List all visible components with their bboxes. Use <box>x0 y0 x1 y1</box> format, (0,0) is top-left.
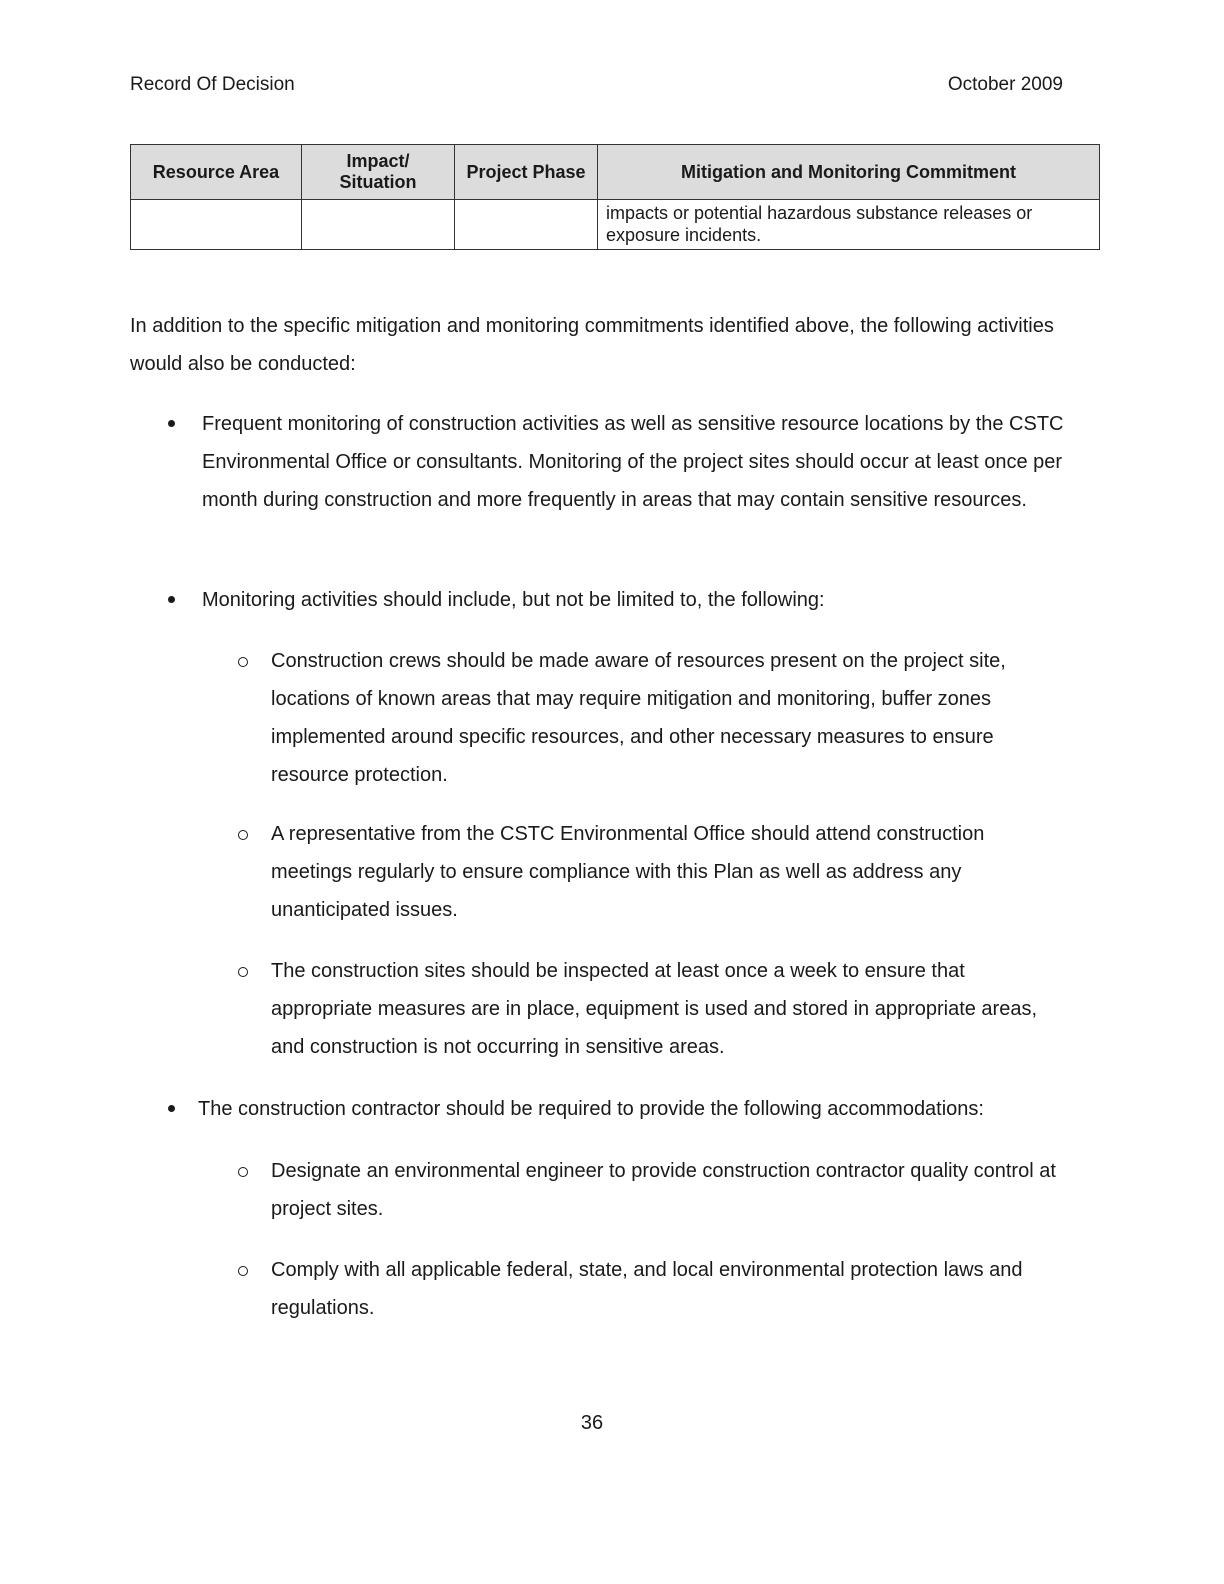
table-cell-impact-situation <box>302 200 455 250</box>
table-header-row <box>131 145 1100 200</box>
intro-paragraph: In addition to the specific mitigation and monitoring commitments identified above, the following activities would also be conducted: <box>130 315 1054 375</box>
header-date: October 2009 <box>947 74 1063 95</box>
column-header-mitigation-commitment: Mitigation and Monitoring Commitment <box>598 145 1100 200</box>
bullet-text: Frequent monitoring of construction activities as well as sensitive resource locations by the CSTC Environmental Office or consultants. Monitoring of the project sites should occur at least once per month during construction and more frequently in areas that may contain sensitive resources. <box>202 413 1064 511</box>
sub-bullet-text: The construction sites should be inspected at least once a week to ensure that appropriate measures are in place, equipment is used and stored in appropriate areas, and construction is not occurring in sensitive areas. <box>271 960 1038 1058</box>
header-document-title: Record Of Decision <box>130 74 295 95</box>
page-number: 36 <box>580 1412 604 1434</box>
sub-bullet-text: A representative from the CSTC Environmental Office should attend construction meetings regularly to ensure compliance with this Plan as well as address any unanticipated issues. <box>271 823 985 921</box>
table-cell-project-phase <box>455 200 598 250</box>
bullet-text: Monitoring activities should include, but not be limited to, the following: <box>202 589 825 611</box>
table-row <box>131 200 1100 250</box>
table-cell-resource-area <box>131 200 302 250</box>
sub-bullet-text: Comply with all applicable federal, state, and local environmental protection laws and regulations. <box>271 1259 1023 1319</box>
sub-bullet-text: Designate an environmental engineer to provide construction contractor quality control at project sites. <box>271 1160 1056 1220</box>
column-header-resource-area: Resource Area <box>131 145 302 200</box>
mitigation-table <box>130 144 1100 250</box>
column-header-project-phase: Project Phase <box>455 145 598 200</box>
sub-bullet-text: Construction crews should be made aware of resources present on the project site, locations of known areas that may require mitigation and monitoring, buffer zones implemented around specific resources, and other necessary measures to ensure resource protection. <box>271 650 1006 786</box>
table-cell-mitigation-commitment: impacts or potential hazardous substance releases or exposure incidents. <box>598 200 1100 250</box>
bullet-text: The construction contractor should be required to provide the following accommodations: <box>198 1098 984 1120</box>
column-header-impact-situation: Impact/ Situation <box>302 145 455 200</box>
